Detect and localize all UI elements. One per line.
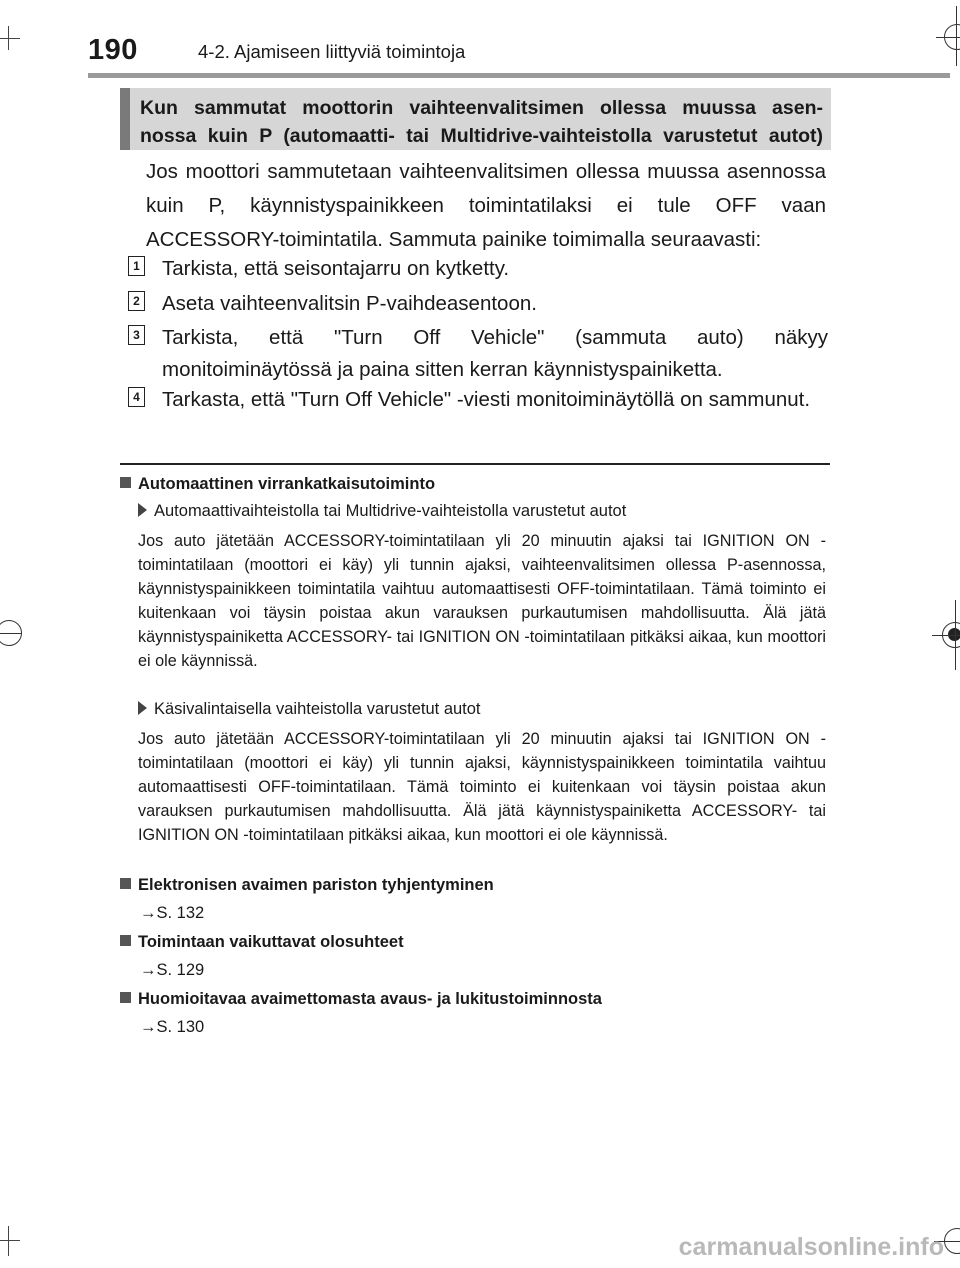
step-text: Aseta vaihteenvalitsin P-vaihdeasentoon. — [162, 292, 537, 315]
square-bullet-icon — [120, 477, 131, 488]
crop-mark — [0, 633, 22, 634]
section-heading-box — [120, 88, 831, 150]
heading-line-1: Kun sammutat moottorin vaihteenvalitsimen ollessa muussa asen- — [140, 97, 823, 119]
crop-mark — [956, 6, 957, 66]
note-heading-battery — [120, 876, 494, 895]
crop-mark — [0, 1240, 20, 1241]
step-number-badge: 4 — [128, 387, 145, 407]
note-paragraph-automatic: Jos auto jätetään ACCESSORY-toimintatilaan yli 20 minuutin ajaksi tai IGNITION ON -toimintatilaan (moottori ei käy) yli tunnin ajaksi, vaihteenvalitsimen ollessa P-asennossa, käynnistyspainikkeen toimintatila vaihtuu automaattisesti OFF-toimintatilaan. Tämä toiminto ei kuitenkaan voi täysin poistaa akun varauksen purkautumisen mahdollisuutta. Älä jätä käynnistyspainiketta ACCESSORY- tai IGNITION ON -toimintatilaan pitkäksi aikaa, kun moottori ei ole käynnissä. — [138, 532, 826, 670]
intro-paragraph: Jos moottori sammutetaan vaihteenvalitsimen ollessa muussa asennossa kuin P, käynnistyspainikkeen toimintatilaksi ei tule OFF vaan ACCESSORY-toimintatila. Sammuta painike toimimalla seuraavasti: — [146, 160, 826, 251]
sub-bullet-manual — [138, 700, 481, 719]
note-title: Huomioitavaa avaimettomasta avaus- ja lukitustoiminnosta — [138, 990, 602, 1008]
step-text: Tarkista, että "Turn Off Vehicle" (sammuta auto) näkyy monitoiminäytössä ja paina sitten kerran käynnistyspainiketta. — [162, 326, 828, 381]
page-reference-link[interactable]: →S. 132 — [140, 904, 205, 922]
step-text: Tarkasta, että "Turn Off Vehicle" -viesti monitoiminäytöllä on sammunut. — [162, 388, 811, 411]
section-title: 4-2. Ajamiseen liittyviä toimintoja — [198, 41, 466, 62]
square-bullet-icon — [120, 992, 131, 1003]
step-1 — [128, 253, 828, 285]
sub-bullet-text: Käsivalintaisella vaihteistolla varustetut autot — [154, 700, 481, 718]
step-text: Tarkista, että seisontajarru on kytketty. — [162, 257, 510, 280]
note-heading-keyless — [120, 990, 602, 1009]
crop-mark — [8, 26, 9, 50]
step-number-badge: 1 — [128, 256, 145, 276]
triangle-bullet-icon — [138, 503, 147, 517]
step-number-badge: 3 — [128, 325, 145, 345]
section-divider — [120, 463, 830, 465]
page-reference-link[interactable]: →S. 130 — [140, 1018, 205, 1036]
note-title: Toimintaan vaikuttavat olosuhteet — [138, 933, 404, 951]
crop-mark — [8, 1226, 9, 1256]
watermark: carmanualsonline.info — [678, 1233, 944, 1261]
note-title: Automaattinen virrankatkaisutoiminto — [138, 475, 436, 493]
note-heading-conditions — [120, 933, 404, 952]
sub-bullet-automatic — [138, 502, 626, 521]
header-rule — [88, 73, 950, 78]
note-title: Elektronisen avaimen pariston tyhjentyminen — [138, 876, 494, 894]
crop-mark — [955, 600, 956, 670]
note-heading-auto-off — [120, 475, 435, 494]
step-number-badge: 2 — [128, 291, 145, 311]
step-4 — [128, 384, 828, 416]
page-number: 190 — [88, 34, 138, 66]
triangle-bullet-icon — [138, 701, 147, 715]
square-bullet-icon — [120, 935, 131, 946]
sub-bullet-text: Automaattivaihteistolla tai Multidrive-vaihteistolla varustetut autot — [154, 502, 627, 520]
square-bullet-icon — [120, 878, 131, 889]
step-3 — [128, 322, 828, 386]
page-reference-link[interactable]: →S. 129 — [140, 961, 205, 979]
note-paragraph-manual: Jos auto jätetään ACCESSORY-toimintatilaan yli 20 minuutin ajaksi tai IGNITION ON -toimintatilaan (moottori ei käy) yli tunnin ajaksi, käynnistyspainikkeen toimintatila vaihtuu automaattisesti OFF-toimintatilaan. Tämä toiminto ei kuitenkaan voi täysin poistaa akun varauksen purkautumisen mahdollisuutta. Älä jätä käynnistyspainiketta ACCESSORY- tai IGNITION ON -toimintatilaan pitkäksi aikaa, kun moottori ei ole käynnissä. — [138, 730, 826, 844]
step-2 — [128, 288, 828, 320]
heading-line-2: nossa kuin P (automaatti- tai Multidrive-vaihteistolla varustetut autot) — [140, 125, 823, 147]
crop-mark — [0, 38, 20, 39]
